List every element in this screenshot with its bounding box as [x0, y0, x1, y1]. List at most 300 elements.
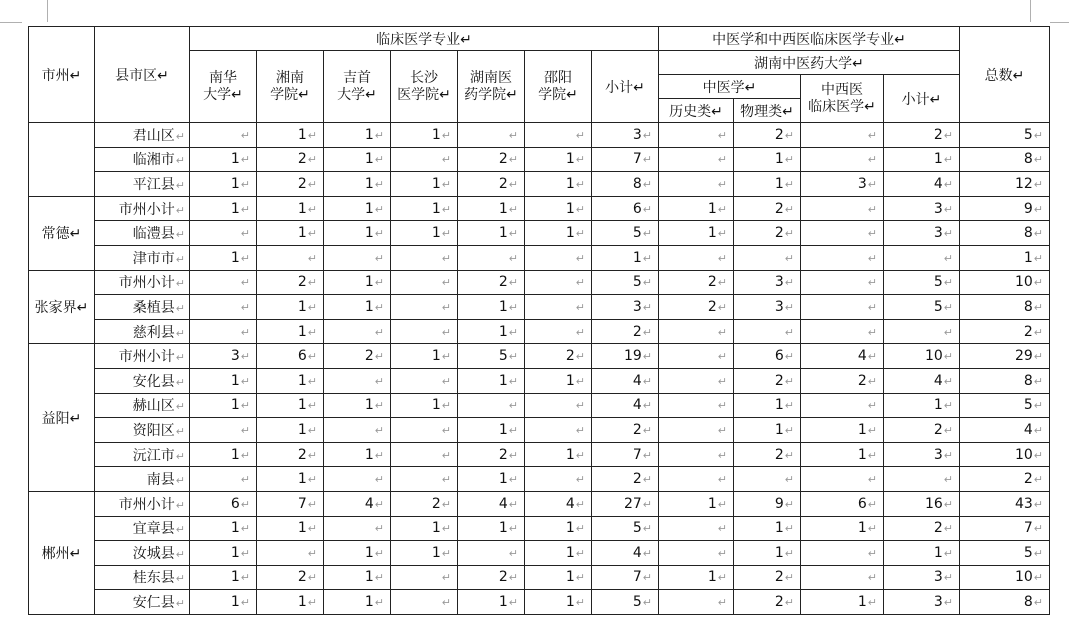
value-cell — [391, 467, 458, 492]
paragraph-mark-icon: ↵ — [508, 374, 518, 388]
value-cell — [592, 295, 659, 320]
paragraph-mark-icon: ↵ — [441, 596, 451, 610]
paragraph-mark-icon: ↵ — [1033, 522, 1043, 536]
cell-value: 1 — [297, 471, 307, 488]
cell-value: 16 — [924, 495, 943, 512]
paragraph-mark-icon: ↵ — [784, 522, 794, 536]
cell-value: 1 — [297, 372, 307, 389]
paragraph-mark-icon: ↵ — [441, 276, 451, 290]
paragraph-mark-icon: ↵ — [175, 424, 185, 438]
value-cell — [884, 221, 960, 246]
header-hunan-medical-line2: 药学院↵ — [464, 86, 518, 103]
county-name: 赫山区 — [132, 398, 175, 415]
value-cell — [525, 418, 592, 443]
paragraph-mark-icon: ↵ — [374, 571, 384, 585]
paragraph-mark-icon: ↵ — [307, 448, 317, 462]
paragraph-mark-icon: ↵ — [374, 276, 384, 290]
value-cell — [458, 295, 525, 320]
cell-value: 2 — [707, 274, 717, 291]
value-cell — [525, 123, 592, 148]
value-cell — [257, 442, 324, 467]
cell-value: 8 — [1023, 372, 1033, 389]
cell-value: 1 — [498, 298, 508, 315]
value-cell — [659, 491, 734, 516]
county-name-cell — [95, 245, 190, 270]
header-integrated-line2: 临床医学↵ — [808, 98, 876, 115]
cell-value: 3 — [774, 298, 784, 315]
value-cell — [884, 123, 960, 148]
value-cell — [884, 196, 960, 221]
cell-value: 1 — [565, 544, 575, 561]
county-name: 津市市 — [132, 250, 175, 267]
paragraph-mark-icon: ↵ — [784, 596, 794, 610]
paragraph-mark-icon: ↵ — [575, 546, 585, 560]
value-cell — [801, 565, 884, 590]
value-cell — [659, 565, 734, 590]
paragraph-mark-icon: ↵ — [374, 522, 384, 536]
value-cell — [960, 295, 1050, 320]
county-name: 安仁县 — [132, 595, 175, 612]
paragraph-mark-icon: ↵ — [867, 276, 877, 290]
cell-value: 8 — [1023, 225, 1033, 242]
value-cell — [391, 541, 458, 566]
paragraph-mark-icon: ↵ — [642, 276, 652, 290]
value-cell — [190, 368, 257, 393]
paragraph-mark-icon: ↵ — [1033, 374, 1043, 388]
value-cell — [801, 147, 884, 172]
cell-value: 1 — [297, 520, 307, 537]
paragraph-mark-icon: ↵ — [943, 448, 953, 462]
value-cell — [659, 590, 734, 615]
value-cell — [592, 344, 659, 369]
paragraph-mark-icon: ↵ — [717, 423, 727, 437]
value-cell — [324, 245, 391, 270]
paragraph-mark-icon: ↵ — [508, 497, 518, 511]
paragraph-mark-icon: ↵ — [717, 522, 727, 536]
paragraph-mark-icon: ↵ — [307, 276, 317, 290]
paragraph-mark-icon: ↵ — [508, 251, 518, 265]
cell-value: 2 — [632, 421, 642, 438]
paragraph-mark-icon: ↵ — [508, 153, 518, 167]
value-cell — [659, 319, 734, 344]
paragraph-mark-icon: ↵ — [1033, 546, 1043, 560]
value-cell — [884, 590, 960, 615]
value-cell — [458, 245, 525, 270]
cell-value: 2 — [297, 446, 307, 463]
cell-value: 4 — [1023, 421, 1033, 438]
cell-value: 4 — [632, 544, 642, 561]
paragraph-mark-icon: ↵ — [374, 325, 384, 339]
paragraph-mark-icon: ↵ — [943, 374, 953, 388]
header-changsha — [391, 51, 458, 123]
value-cell — [592, 516, 659, 541]
cell-value: 1 — [565, 151, 575, 168]
cell-value: 1 — [297, 323, 307, 340]
value-cell — [190, 295, 257, 320]
county-name-cell — [95, 344, 190, 369]
cell-value: 2 — [498, 446, 508, 463]
paragraph-mark-icon: ↵ — [575, 473, 585, 487]
paragraph-mark-icon: ↵ — [943, 177, 953, 191]
paragraph-mark-icon: ↵ — [508, 227, 518, 241]
cell-value: 6 — [857, 495, 867, 512]
value-cell — [458, 270, 525, 295]
value-cell — [525, 590, 592, 615]
paragraph-mark-icon: ↵ — [240, 374, 250, 388]
value-cell — [960, 270, 1050, 295]
cell-value: 1 — [857, 594, 867, 611]
paragraph-mark-icon: ↵ — [867, 300, 877, 314]
cell-value: 2 — [297, 151, 307, 168]
value-cell — [801, 467, 884, 492]
value-cell — [190, 565, 257, 590]
paragraph-mark-icon: ↵ — [175, 252, 185, 266]
paragraph-mark-icon: ↵ — [717, 177, 727, 191]
paragraph-mark-icon: ↵ — [943, 571, 953, 585]
paragraph-mark-icon: ↵ — [307, 374, 317, 388]
header-changsha-line1: 长沙 — [410, 69, 438, 86]
paragraph-mark-icon: ↵ — [575, 374, 585, 388]
header-hunan-medical — [458, 51, 525, 123]
cell-value: 3 — [933, 225, 943, 242]
cell-value: 3 — [857, 175, 867, 192]
paragraph-mark-icon: ↵ — [717, 546, 727, 560]
value-cell — [884, 467, 960, 492]
header-physics: 物理类↵ — [734, 99, 801, 123]
value-cell — [960, 172, 1050, 197]
value-cell — [525, 295, 592, 320]
paragraph-mark-icon: ↵ — [575, 350, 585, 364]
cell-value: 2 — [632, 323, 642, 340]
value-cell — [525, 565, 592, 590]
value-cell — [659, 442, 734, 467]
paragraph-mark-icon: ↵ — [508, 473, 518, 487]
paragraph-mark-icon: ↵ — [508, 448, 518, 462]
value-cell — [458, 467, 525, 492]
cell-value: 2 — [857, 372, 867, 389]
header-shaoyang-line1: 邵阳 — [544, 69, 572, 86]
cell-value: 4 — [565, 495, 575, 512]
county-name: 市州小计 — [118, 349, 175, 366]
paragraph-mark-icon: ↵ — [642, 522, 652, 536]
header-integrated-line1: 中西医 — [821, 81, 863, 98]
paragraph-mark-icon: ↵ — [307, 177, 317, 191]
value-cell — [884, 418, 960, 443]
city-cell-chenzhou: 郴州↵ — [29, 491, 95, 614]
value-cell — [391, 418, 458, 443]
value-cell — [257, 516, 324, 541]
paragraph-mark-icon: ↵ — [717, 571, 727, 585]
paragraph-mark-icon: ↵ — [508, 128, 518, 142]
paragraph-mark-icon: ↵ — [441, 251, 451, 265]
paragraph-mark-icon: ↵ — [175, 547, 185, 561]
paragraph-mark-icon: ↵ — [240, 251, 250, 265]
value-cell — [884, 442, 960, 467]
value-cell — [659, 270, 734, 295]
paragraph-mark-icon: ↵ — [642, 473, 652, 487]
cell-value: 1 — [297, 421, 307, 438]
header-history: 历史类↵ — [659, 99, 734, 123]
cell-value: 19 — [623, 348, 642, 365]
paragraph-mark-icon: ↵ — [1033, 251, 1043, 265]
paragraph-mark-icon: ↵ — [642, 399, 652, 413]
value-cell — [592, 270, 659, 295]
header-jishou-line2: 大学↵ — [337, 86, 377, 103]
paragraph-mark-icon: ↵ — [642, 374, 652, 388]
paragraph-mark-icon: ↵ — [374, 251, 384, 265]
county-name-cell — [95, 442, 190, 467]
paragraph-mark-icon: ↵ — [508, 325, 518, 339]
value-cell — [960, 467, 1050, 492]
paragraph-mark-icon: ↵ — [642, 202, 652, 216]
paragraph-mark-icon: ↵ — [374, 473, 384, 487]
paragraph-mark-icon: ↵ — [175, 178, 185, 192]
county-name-cell — [95, 541, 190, 566]
paragraph-mark-icon: ↵ — [642, 423, 652, 437]
value-cell — [257, 368, 324, 393]
value-cell — [190, 467, 257, 492]
value-cell — [734, 221, 801, 246]
value-cell — [324, 442, 391, 467]
cell-value: 2 — [774, 126, 784, 143]
county-name-cell — [95, 196, 190, 221]
value-cell — [801, 221, 884, 246]
value-cell — [458, 123, 525, 148]
header-zhongyixue: 中医学↵ — [659, 75, 801, 99]
value-cell — [257, 491, 324, 516]
paragraph-mark-icon: ↵ — [240, 522, 250, 536]
cell-value: 3 — [933, 446, 943, 463]
cell-value: 8 — [1023, 151, 1033, 168]
cell-value: 6 — [297, 348, 307, 365]
cell-value: 3 — [933, 569, 943, 586]
paragraph-mark-icon: ↵ — [1033, 325, 1043, 339]
value-cell — [801, 196, 884, 221]
paragraph-mark-icon: ↵ — [642, 251, 652, 265]
cell-value: 2 — [933, 126, 943, 143]
value-cell — [257, 590, 324, 615]
cell-value: 1 — [498, 594, 508, 611]
paragraph-mark-icon: ↵ — [943, 202, 953, 216]
value-cell — [659, 196, 734, 221]
paragraph-mark-icon: ↵ — [175, 474, 185, 488]
value-cell — [801, 442, 884, 467]
paragraph-mark-icon: ↵ — [717, 473, 727, 487]
paragraph-mark-icon: ↵ — [784, 423, 794, 437]
cell-value: 1 — [565, 225, 575, 242]
cell-value: 5 — [933, 298, 943, 315]
cell-value: 2 — [933, 421, 943, 438]
paragraph-mark-icon: ↵ — [508, 423, 518, 437]
value-cell — [960, 147, 1050, 172]
cell-value: 1 — [364, 274, 374, 291]
cell-value: 1 — [707, 225, 717, 242]
paragraph-mark-icon: ↵ — [717, 251, 727, 265]
paragraph-mark-icon: ↵ — [575, 325, 585, 339]
paragraph-mark-icon: ↵ — [307, 153, 317, 167]
table-row — [29, 221, 1050, 246]
value-cell — [734, 565, 801, 590]
paragraph-mark-icon: ↵ — [175, 351, 185, 365]
value-cell — [884, 295, 960, 320]
paragraph-mark-icon: ↵ — [575, 423, 585, 437]
county-name-cell — [95, 295, 190, 320]
paragraph-mark-icon: ↵ — [784, 571, 794, 585]
paragraph-mark-icon: ↵ — [175, 400, 185, 414]
county-name: 君山区 — [132, 127, 175, 144]
paragraph-mark-icon: ↵ — [867, 153, 877, 167]
cell-value: 1 — [364, 200, 374, 217]
table-row — [29, 196, 1050, 221]
county-name: 宜章县 — [132, 521, 175, 538]
paragraph-mark-icon: ↵ — [943, 128, 953, 142]
value-cell — [190, 123, 257, 148]
county-name-cell — [95, 147, 190, 172]
county-name-cell — [95, 319, 190, 344]
paragraph-mark-icon: ↵ — [1033, 128, 1043, 142]
paragraph-mark-icon: ↵ — [240, 571, 250, 585]
header-jishou — [324, 51, 391, 123]
cell-value: 1 — [230, 569, 240, 586]
value-cell — [884, 516, 960, 541]
value-cell — [801, 270, 884, 295]
paragraph-mark-icon: ↵ — [441, 473, 451, 487]
paragraph-mark-icon: ↵ — [307, 571, 317, 585]
paragraph-mark-icon: ↵ — [642, 153, 652, 167]
value-cell — [659, 172, 734, 197]
paragraph-mark-icon: ↵ — [441, 448, 451, 462]
table-row — [29, 491, 1050, 516]
cell-value: 1 — [297, 397, 307, 414]
cell-value: 2 — [774, 594, 784, 611]
value-cell — [525, 196, 592, 221]
paragraph-mark-icon: ↵ — [175, 597, 185, 611]
cell-value: 5 — [1023, 397, 1033, 414]
value-cell — [257, 147, 324, 172]
paragraph-mark-icon: ↵ — [175, 375, 185, 389]
cell-value: 1 — [230, 446, 240, 463]
cell-value: 1 — [565, 200, 575, 217]
paragraph-mark-icon: ↵ — [943, 497, 953, 511]
value-cell — [391, 270, 458, 295]
table-row — [29, 172, 1050, 197]
value-cell — [324, 467, 391, 492]
paragraph-mark-icon: ↵ — [867, 522, 877, 536]
paragraph-mark-icon: ↵ — [441, 399, 451, 413]
paragraph-mark-icon: ↵ — [307, 325, 317, 339]
value-cell — [257, 295, 324, 320]
paragraph-mark-icon: ↵ — [1033, 497, 1043, 511]
paragraph-mark-icon: ↵ — [441, 350, 451, 364]
cell-value: 2 — [431, 495, 441, 512]
value-cell — [659, 393, 734, 418]
value-cell — [324, 172, 391, 197]
paragraph-mark-icon: ↵ — [575, 522, 585, 536]
value-cell — [458, 418, 525, 443]
paragraph-mark-icon: ↵ — [717, 374, 727, 388]
cell-value: 1 — [498, 372, 508, 389]
value-cell — [324, 196, 391, 221]
cell-value: 27 — [623, 495, 642, 512]
paragraph-mark-icon: ↵ — [374, 300, 384, 314]
cell-value: 1 — [364, 175, 374, 192]
cell-value: 6 — [632, 200, 642, 217]
paragraph-mark-icon: ↵ — [575, 448, 585, 462]
paragraph-mark-icon: ↵ — [441, 546, 451, 560]
paragraph-mark-icon: ↵ — [717, 202, 727, 216]
value-cell — [324, 270, 391, 295]
paragraph-mark-icon: ↵ — [943, 522, 953, 536]
value-cell — [324, 221, 391, 246]
paragraph-mark-icon: ↵ — [240, 300, 250, 314]
value-cell — [458, 491, 525, 516]
header-shaoyang — [525, 51, 592, 123]
header-total: 总数↵ — [960, 27, 1050, 123]
value-cell — [884, 319, 960, 344]
value-cell — [458, 565, 525, 590]
paragraph-mark-icon: ↵ — [374, 546, 384, 560]
paragraph-mark-icon: ↵ — [374, 202, 384, 216]
value-cell — [257, 393, 324, 418]
paragraph-mark-icon: ↵ — [867, 177, 877, 191]
paragraph-mark-icon: ↵ — [441, 128, 451, 142]
header-nanhua-line1: 南华 — [209, 69, 237, 86]
cell-value: 1 — [297, 298, 307, 315]
value-cell — [659, 418, 734, 443]
paragraph-mark-icon: ↵ — [307, 128, 317, 142]
paragraph-mark-icon: ↵ — [1033, 448, 1043, 462]
paragraph-mark-icon: ↵ — [943, 423, 953, 437]
table-row — [29, 393, 1050, 418]
value-cell — [458, 319, 525, 344]
value-cell — [525, 491, 592, 516]
value-cell — [592, 123, 659, 148]
value-cell — [525, 270, 592, 295]
county-name-cell — [95, 467, 190, 492]
paragraph-mark-icon: ↵ — [642, 571, 652, 585]
value-cell — [734, 467, 801, 492]
value-cell — [391, 196, 458, 221]
county-name-cell — [95, 172, 190, 197]
county-name-cell — [95, 491, 190, 516]
county-name-cell — [95, 123, 190, 148]
value-cell — [884, 147, 960, 172]
value-cell — [525, 442, 592, 467]
value-cell — [190, 270, 257, 295]
paragraph-mark-icon: ↵ — [717, 448, 727, 462]
paragraph-mark-icon: ↵ — [307, 350, 317, 364]
cell-value: 1 — [364, 225, 374, 242]
value-cell — [525, 541, 592, 566]
paragraph-mark-icon: ↵ — [943, 227, 953, 241]
value-cell — [659, 368, 734, 393]
table-row — [29, 368, 1050, 393]
paragraph-mark-icon: ↵ — [784, 325, 794, 339]
paragraph-mark-icon: ↵ — [307, 473, 317, 487]
value-cell — [801, 123, 884, 148]
value-cell — [190, 147, 257, 172]
value-cell — [257, 196, 324, 221]
value-cell — [801, 295, 884, 320]
paragraph-mark-icon: ↵ — [575, 251, 585, 265]
value-cell — [592, 467, 659, 492]
cell-value: 1 — [857, 421, 867, 438]
header-tcm-group: 中医学和中西医临床医学专业↵ — [659, 27, 960, 51]
enrollment-table — [28, 26, 1050, 615]
value-cell — [324, 344, 391, 369]
paragraph-mark-icon: ↵ — [1033, 423, 1043, 437]
paragraph-mark-icon: ↵ — [642, 128, 652, 142]
